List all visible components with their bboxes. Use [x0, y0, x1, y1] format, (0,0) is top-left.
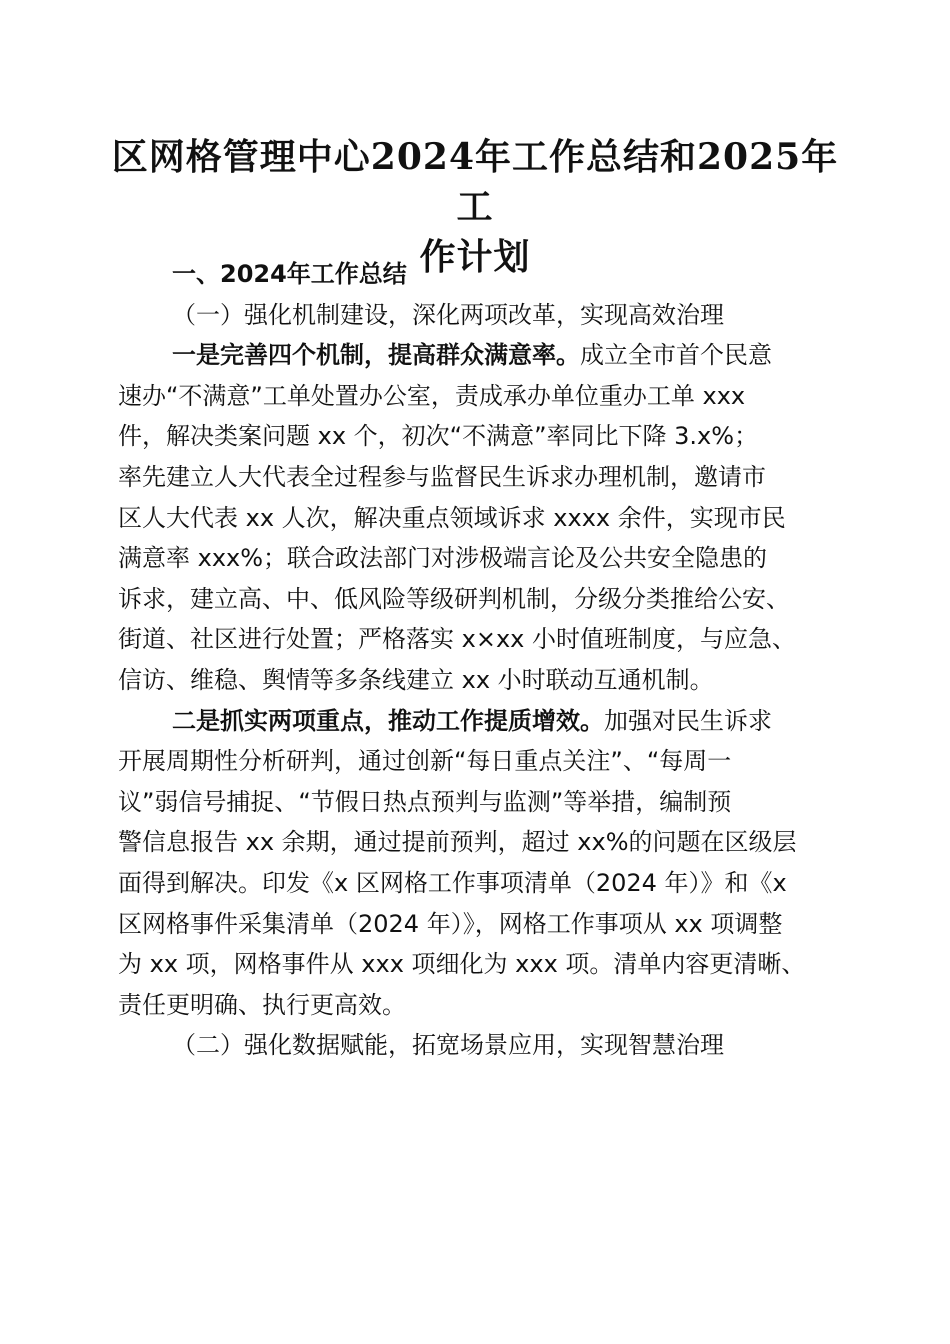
paragraph-2-first-line-rest: 加强对民生诉求 — [604, 706, 772, 735]
paragraph-1-line: 速办“不满意”工单处置办公室，责成承办单位重办工单 xxx — [118, 381, 746, 410]
paragraph-1-first-line — [118, 335, 838, 376]
title-line-1: 区网格管理中心2024年工作总结和2025年工 — [111, 136, 839, 228]
paragraph-1-lead: 一是完善四个机制，提高群众满意率。 — [172, 341, 580, 370]
title-line-2: 作计划 — [419, 236, 531, 278]
paragraph-1-line: 区人大代表 xx 人次，解决重点领域诉求 xxxx 余件，实现市民 — [118, 503, 786, 532]
paragraph-1-line: 件，解决类案问题 xx 个，初次“不满意”率同比下降 3.x%； — [118, 422, 759, 451]
paragraph-1-line: 诉求，建立高、中、低风险等级研判机制，分级分类推给公安、 — [118, 584, 790, 613]
paragraph-1-line: 信访、维稳、舆情等多条线建立 xx 小时联动互通机制。 — [118, 665, 714, 694]
paragraph-2-line: 开展周期性分析研判，通过创新“每日重点关注”、“每周一 — [118, 747, 732, 776]
paragraph-2-first-line — [118, 701, 838, 742]
subsection-2-heading: （二）强化数据赋能，拓宽场景应用，实现智慧治理 — [172, 1031, 724, 1060]
paragraph-2-line: 区网格事件采集清单（2024 年）》，网格工作事项从 xx 项调整 — [118, 909, 783, 938]
paragraph-2-line: 责任更明确、执行更高效。 — [118, 990, 406, 1019]
subsection-1-heading: （一）强化机制建设，深化两项改革，实现高效治理 — [172, 300, 724, 329]
paragraph-2-line: 警信息报告 xx 余期，通过提前预判，超过 xx%的问题在区级层 — [118, 828, 797, 857]
paragraph-1-line: 满意率 xxx%；联合政法部门对涉极端言论及公共安全隐患的 — [118, 544, 768, 573]
paragraph-2-lead: 二是抓实两项重点，推动工作提质增效。 — [172, 706, 604, 735]
paragraph-1-line: 街道、社区进行处置；严格落实 x×xx 小时值班制度，与应急、 — [118, 625, 796, 654]
paragraph-1-line: 率先建立人大代表全过程参与监督民生诉求办理机制，邀请市 — [118, 462, 766, 491]
paragraph-2-line: 为 xx 项，网格事件从 xxx 项细化为 xxx 项。清单内容更清晰、 — [118, 950, 806, 979]
paragraph-2-line: 面得到解决。印发《x 区网格工作事项清单（2024 年）》和《x — [118, 868, 787, 897]
paragraph-1-first-line-rest: 成立全市首个民意 — [580, 341, 772, 370]
section-1-heading: 一、2024年工作总结 — [172, 260, 407, 288]
paragraph-2-line: 议”弱信号捕捉、“节假日热点预判与监测”等举措，编制预 — [118, 787, 732, 816]
document-body — [118, 254, 838, 1066]
